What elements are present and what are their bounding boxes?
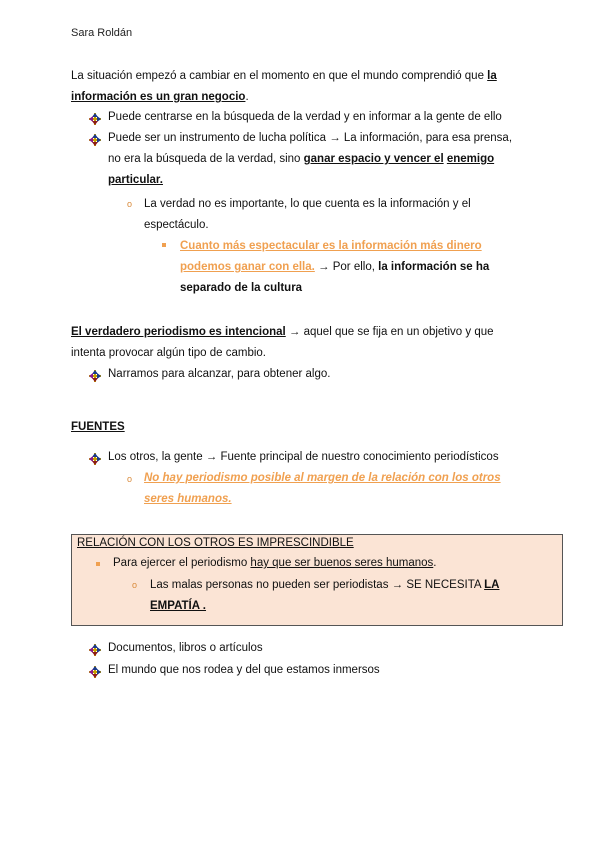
intencional-emph: El verdadero periodismo es intencional <box>71 326 286 338</box>
intencional-paragraph <box>71 322 515 364</box>
sub-verdad <box>144 194 515 236</box>
intro-emph-2: información es un gran negocio <box>71 91 246 103</box>
square-bullet-icon <box>96 562 100 566</box>
sub-verdad-line2: espectáculo. <box>144 219 209 231</box>
intro-emph-1: la <box>487 70 497 82</box>
bullet-centrarse: Puede centrarse en la búsqueda de la verdad y en informar a la gente de ello <box>108 111 502 123</box>
box-bullet-emph: hay que ser buenos seres humanos <box>250 557 434 569</box>
bullet-instrumento <box>108 128 515 191</box>
sub-no-hay-periodismo <box>144 468 515 510</box>
bullet-documentos: Documentos, libros o artículos <box>108 642 263 654</box>
arrow-bullet-icon <box>89 113 101 125</box>
arrow-bullet-icon <box>89 453 101 465</box>
box-sub <box>150 575 510 617</box>
arrow-bullet-icon <box>89 134 101 146</box>
box-sub-emph: LA <box>484 579 500 591</box>
arrow-bullet-icon <box>89 370 101 382</box>
sub-espectacular-text: → Por ello, <box>314 261 379 273</box>
sub-espectacular-bold: la información se ha <box>378 261 490 273</box>
box-bullet <box>113 553 436 574</box>
sub-espectacular-emph: podemos ganar con ella. <box>180 261 315 273</box>
bullet-instrumento-emph3: particular. <box>108 174 163 186</box>
intro-text: La situación empezó a cambiar en el momento en que el mundo comprendió que <box>71 70 488 82</box>
square-bullet-icon <box>162 243 166 247</box>
box-bullet-text: Para ejercer el periodismo <box>113 557 251 569</box>
intro-end: . <box>245 91 249 103</box>
box-sub-line2: EMPATÍA . <box>150 600 207 612</box>
bullet-instrumento-emph2: enemigo <box>446 153 495 165</box>
box-sub-text: Las malas personas no pueden ser periodistas → SE NECESITA <box>150 579 485 591</box>
sub-verdad-line1: La verdad no es importante, lo que cuenta es la información y el <box>144 198 471 210</box>
circle-bullet-icon: o <box>127 199 133 209</box>
sub-espectacular <box>180 236 515 299</box>
fuentes-title: FUENTES <box>71 421 125 433</box>
arrow-bullet-icon <box>89 666 101 678</box>
intencional-text: → aquel que se fija en un objetivo y que <box>285 326 494 338</box>
arrow-bullet-icon <box>89 644 101 656</box>
bullet-instrumento-line2: no era la búsqueda de la verdad, sino <box>108 153 304 165</box>
sub-no-hay-line1: No hay periodismo posible al margen de la relación con los otros <box>144 472 501 484</box>
box-title: RELACIÓN CON LOS OTROS ES IMPRESCINDIBLE <box>77 537 354 549</box>
sub-no-hay-line2: seres humanos. <box>144 493 232 505</box>
bullet-instrumento-line1: Puede ser un instrumento de lucha política → La información, para esa prensa, <box>108 132 513 144</box>
bullet-otros: Los otros, la gente → Fuente principal de nuestro conocimiento periodísticos <box>108 451 499 463</box>
bullet-narramos: Narramos para alcanzar, para obtener algo. <box>108 368 331 380</box>
bullet-mundo: El mundo que nos rodea y del que estamos inmersos <box>108 664 380 676</box>
author-name: Sara Roldán <box>71 27 133 39</box>
bullet-instrumento-emph1: ganar espacio y vencer el <box>303 153 444 165</box>
sub-espectacular-line3: separado de la cultura <box>180 282 303 294</box>
circle-bullet-icon: o <box>132 580 138 590</box>
intencional-line2: intenta provocar algún tipo de cambio. <box>71 347 266 359</box>
circle-bullet-icon: o <box>127 474 133 484</box>
sub-espectacular-line1: Cuanto más espectacular es la información más dinero <box>180 240 482 252</box>
box-bullet-end: . <box>433 557 437 569</box>
intro-paragraph <box>71 66 515 108</box>
